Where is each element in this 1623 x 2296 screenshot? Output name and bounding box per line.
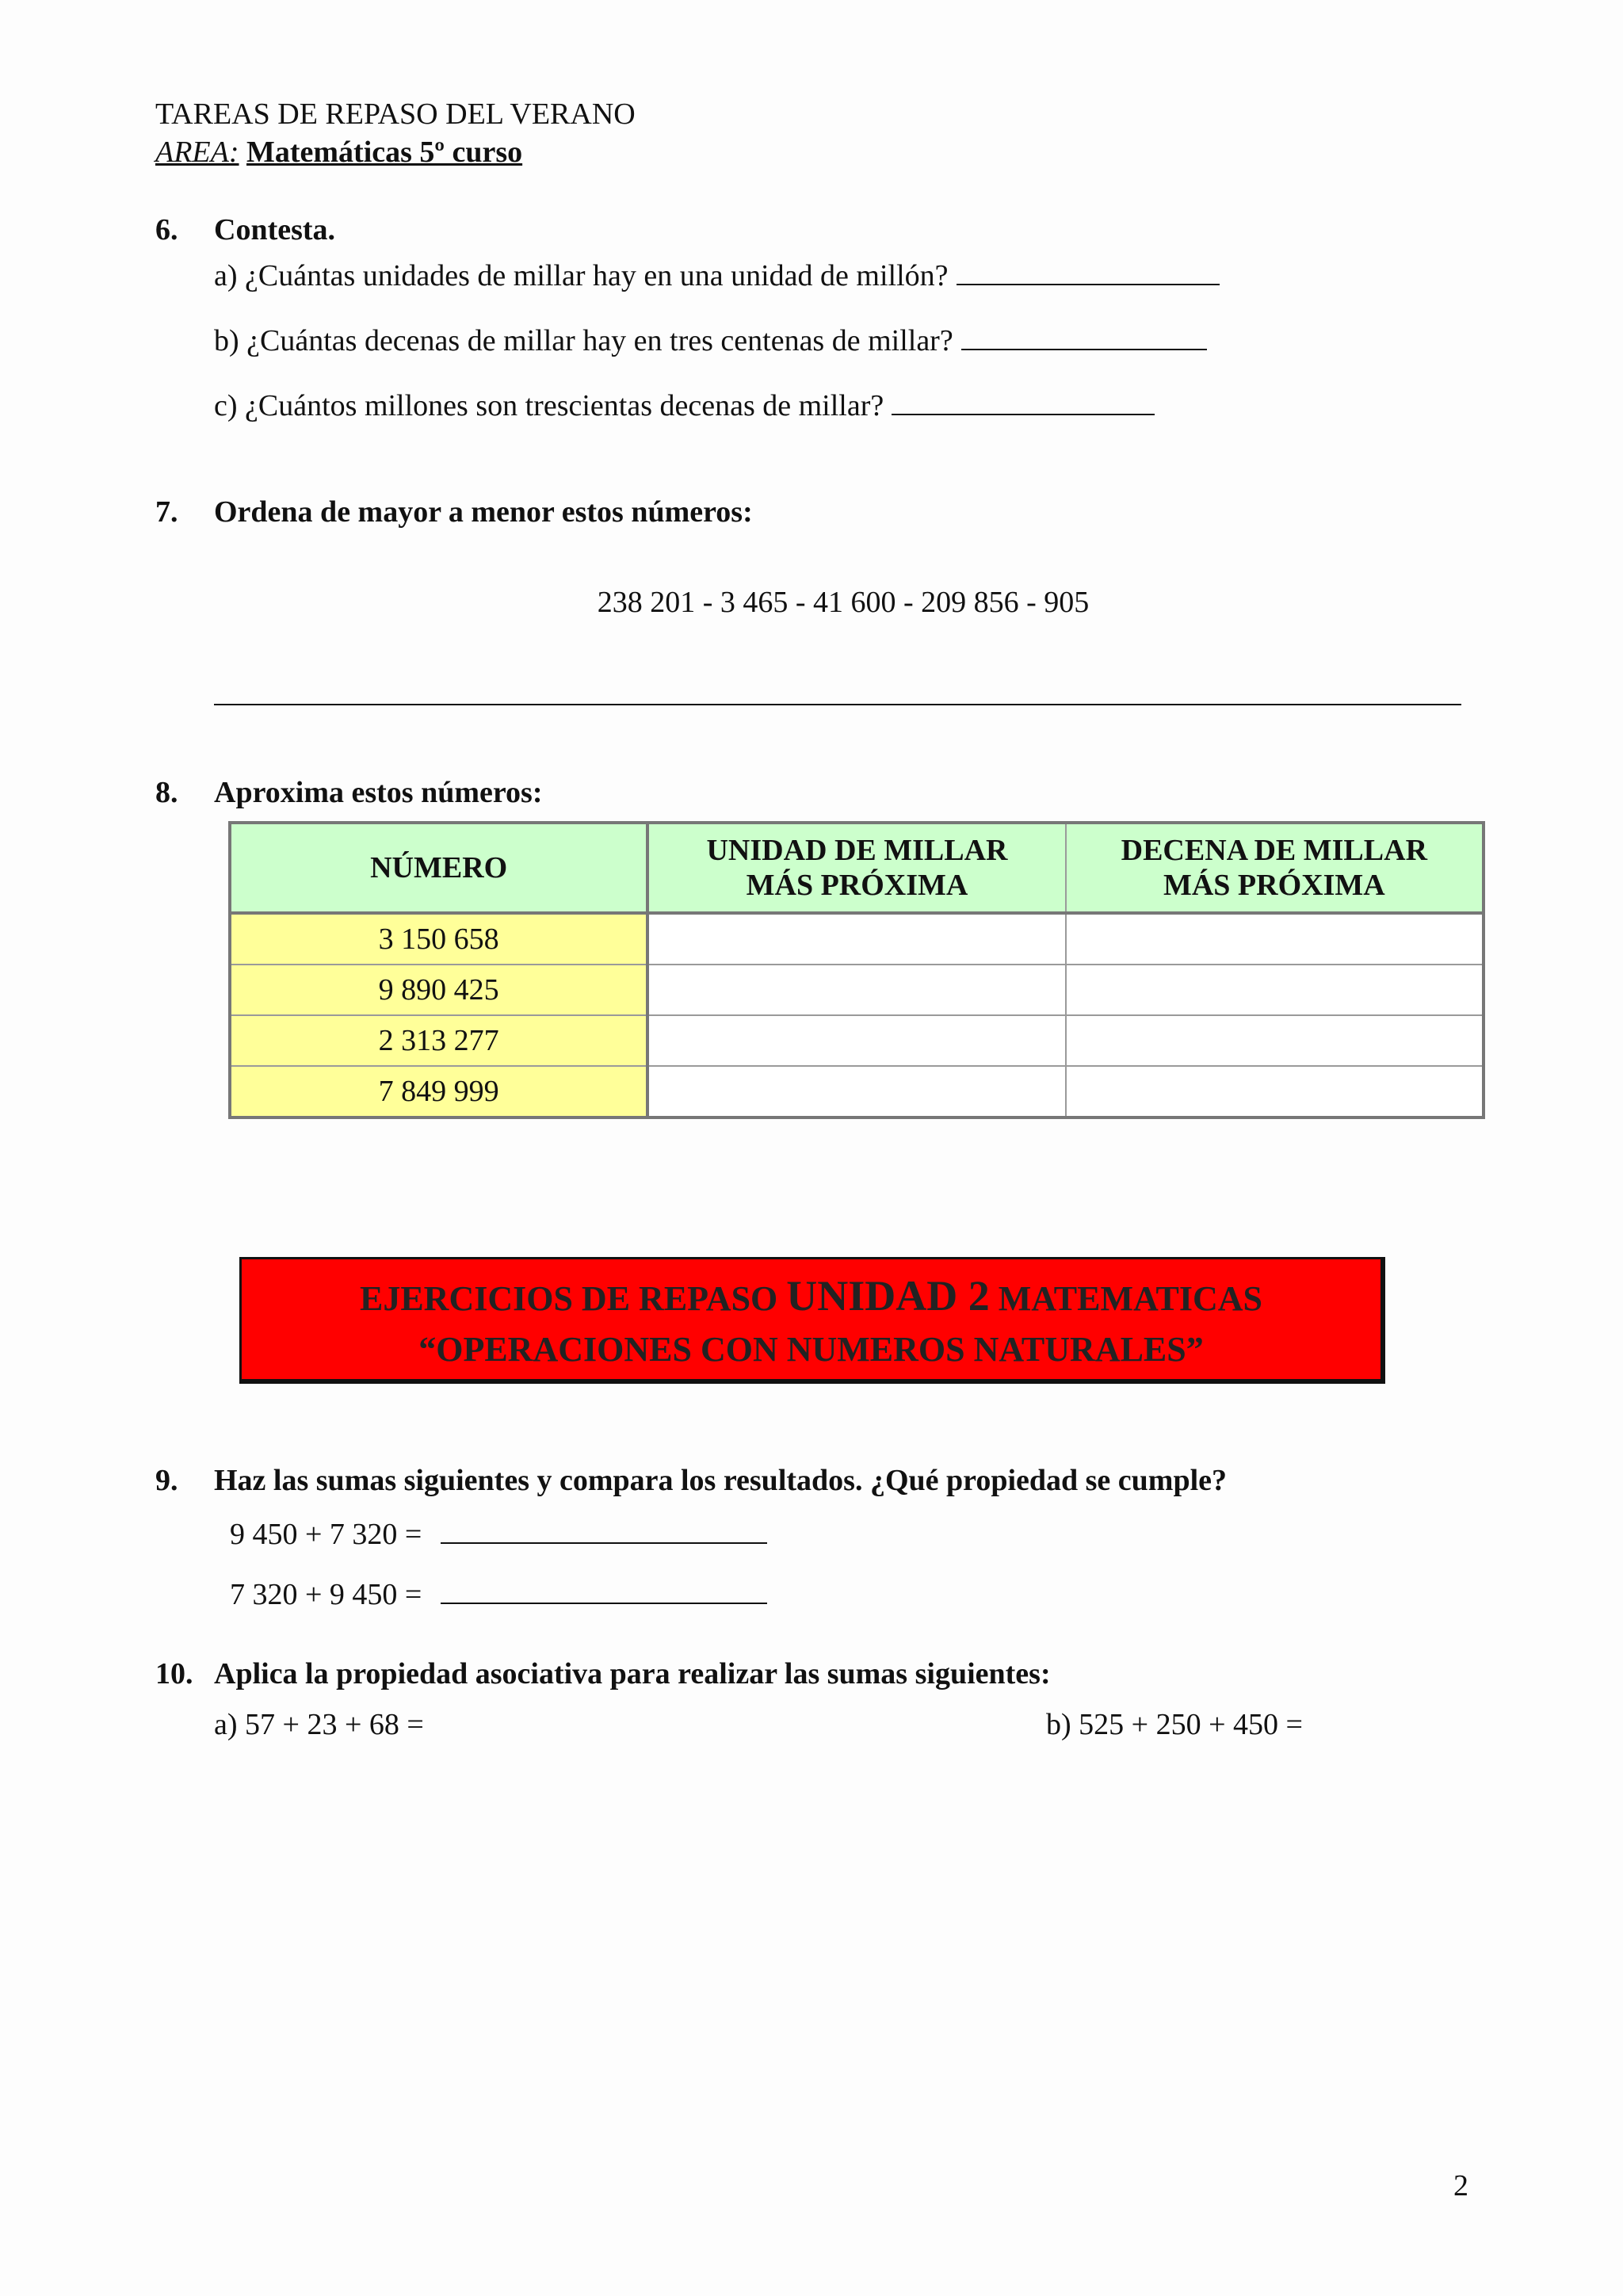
answer-cell[interactable]	[1066, 913, 1484, 965]
document-title: TAREAS DE REPASO DEL VERANO	[155, 97, 636, 131]
answer-line[interactable]	[441, 1517, 767, 1544]
q7-number: 7.	[155, 495, 178, 529]
answer-line[interactable]	[961, 323, 1207, 350]
table-header-row	[230, 823, 1484, 913]
area-label: AREA:	[155, 136, 239, 169]
header-unidad-millar-line2: MÁS PRÓXIMA	[746, 869, 968, 902]
q9-sum-2	[230, 1577, 767, 1612]
banner-line-1	[242, 1270, 1381, 1324]
number-cell: 2 313 277	[230, 1015, 647, 1066]
q6-item-b-text: b) ¿Cuántas decenas de millar hay en tres centenas de millar?	[214, 324, 953, 357]
q6-title: Contesta.	[214, 213, 336, 246]
area-value: Matemáticas 5º curso	[246, 136, 523, 169]
q8-title: Aproxima estos números:	[214, 776, 543, 809]
q6-item-b	[214, 323, 1207, 358]
answer-cell[interactable]	[647, 1066, 1065, 1117]
number-cell: 7 849 999	[230, 1066, 647, 1117]
q7-answer-line[interactable]	[214, 704, 1461, 705]
banner-line1-c: MATEMATICAS	[998, 1279, 1263, 1318]
q9-sum-1-text: 9 450 + 7 320 =	[230, 1518, 422, 1551]
q10-item-b: b) 525 + 250 + 450 =	[1046, 1708, 1303, 1741]
number-cell: 9 890 425	[230, 965, 647, 1015]
answer-line[interactable]	[892, 388, 1155, 415]
answer-line[interactable]	[957, 258, 1220, 285]
q10-title: Aplica la propiedad asociativa para realizar las sumas siguientes:	[214, 1657, 1051, 1690]
table-row	[230, 913, 1484, 965]
q8-number: 8.	[155, 776, 178, 809]
number-cell: 3 150 658	[230, 913, 647, 965]
header-decena-millar	[1066, 823, 1484, 913]
q7-title: Ordena de mayor a menor estos números:	[214, 495, 753, 529]
answer-cell[interactable]	[1066, 1015, 1484, 1066]
answer-cell[interactable]	[647, 965, 1065, 1015]
q9-sum-1	[230, 1517, 767, 1552]
q6-item-a	[214, 258, 1220, 293]
q9-sum-2-text: 7 320 + 9 450 =	[230, 1578, 422, 1611]
answer-cell[interactable]	[647, 913, 1065, 965]
q6-item-c	[214, 388, 1155, 423]
header-decena-millar-line2: MÁS PRÓXIMA	[1163, 869, 1385, 902]
area-line	[155, 135, 522, 170]
answer-cell[interactable]	[1066, 965, 1484, 1015]
table-row	[230, 1066, 1484, 1117]
banner-line1-a: EJERCICIOS DE REPASO	[359, 1279, 778, 1318]
q9-number: 9.	[155, 1464, 178, 1497]
banner-line-2: “OPERACIONES CON NUMEROS NATURALES”	[418, 1330, 1204, 1369]
answer-line[interactable]	[441, 1577, 767, 1604]
approximation-table	[228, 821, 1485, 1119]
table-row	[230, 965, 1484, 1015]
q6-item-a-text: a) ¿Cuántas unidades de millar hay en una unidad de millón?	[214, 259, 949, 292]
answer-cell[interactable]	[1066, 1066, 1484, 1117]
header-unidad-millar	[647, 823, 1065, 913]
header-unidad-millar-line1: UNIDAD DE MILLAR	[706, 834, 1008, 867]
page-number: 2	[1453, 2169, 1468, 2202]
q6-number: 6.	[155, 213, 178, 246]
q9-title: Haz las sumas siguientes y compara los resultados. ¿Qué propiedad se cumple?	[214, 1464, 1228, 1497]
banner-unit: UNIDAD 2	[786, 1272, 990, 1320]
table-row	[230, 1015, 1484, 1066]
q7-numbers: 238 201 - 3 465 - 41 600 - 209 856 - 905	[597, 586, 1090, 619]
answer-cell[interactable]	[647, 1015, 1065, 1066]
unit-banner	[239, 1257, 1385, 1384]
q10-number: 10.	[155, 1657, 193, 1690]
header-decena-millar-line1: DECENA DE MILLAR	[1121, 834, 1428, 867]
header-numero: NÚMERO	[230, 823, 647, 913]
q10-item-a: a) 57 + 23 + 68 =	[214, 1708, 424, 1741]
q6-item-c-text: c) ¿Cuántos millones son trescientas decenas de millar?	[214, 389, 884, 422]
